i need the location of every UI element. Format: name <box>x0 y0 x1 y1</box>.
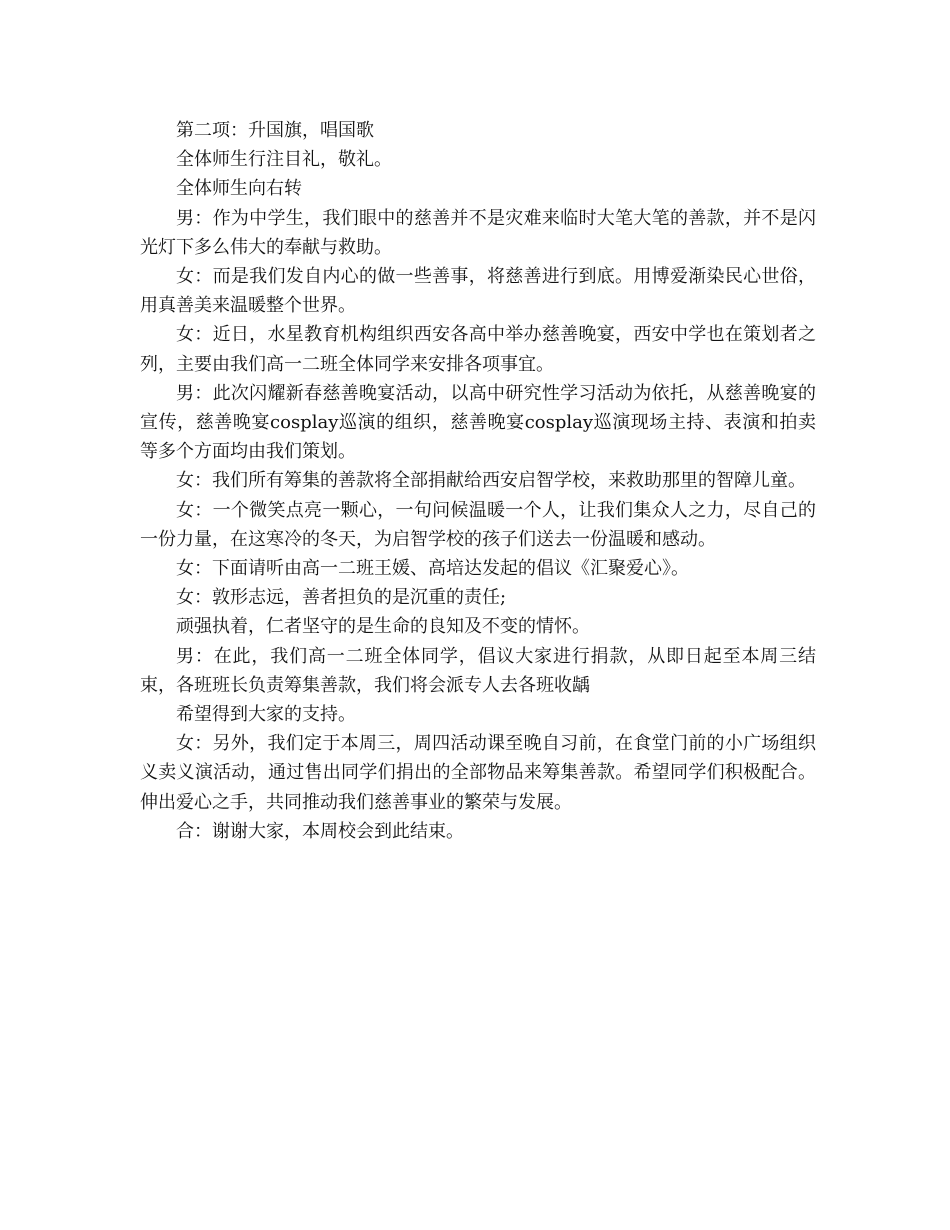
paragraph: 女：而是我们发自内心的做一些善事，将慈善进行到底。用博爱渐染民心世俗，用真善美来温暖整个世界。 <box>140 266 816 317</box>
paragraph: 合：谢谢大家，本周校会到此结束。 <box>176 820 464 842</box>
paragraph: 女：下面请听由高一二班王媛、高培达发起的倡议《汇聚爱心》。 <box>176 558 689 580</box>
paragraph: 全体师生向右转 <box>176 178 302 200</box>
paragraph: 第二项：升国旗，唱国歌 <box>176 120 374 141</box>
paragraph: 男：作为中学生，我们眼中的慈善并不是灾难来临时大笔大笔的善款，并不是闪光灯下多么伟大的奉献与救助。 <box>140 207 816 258</box>
paragraph: 全体师生行注目礼，敬礼。 <box>176 149 392 171</box>
paragraph: 希望得到大家的支持。 <box>176 704 356 726</box>
paragraph: 顽强执着，仁者坚守的是生命的良知及不变的情怀。 <box>176 616 590 638</box>
document-body <box>140 116 816 846</box>
paragraph: 女：一个微笑点亮一颗心，一句问候温暖一个人，让我们集众人之力，尽自己的一份力量，在这寒冷的冬天，为启智学校的孩子们送去一份温暖和感动。 <box>140 499 816 550</box>
paragraph: 男：在此，我们高一二班全体同学，倡议大家进行捐款，从即日起至本周三结束，各班班长负责筹集善款，我们将会派专人去各班收龋 <box>140 645 816 696</box>
paragraph: 女：近日，水星教育机构组织西安各高中举办慈善晚宴，西安中学也在策划者之列，主要由我们高一二班全体同学来安排各项事宜。 <box>140 324 816 375</box>
paragraph: 女：另外，我们定于本周三，周四活动课至晚自习前，在食堂门前的小广场组织义卖义演活动，通过售出同学们捐出的全部物品来筹集善款。希望同学们积极配合。伸出爱心之手，共同推动我们慈善事业的繁荣与发展。 <box>140 733 816 813</box>
paragraph: 女：敦形志远，善者担负的是沉重的责任; <box>176 587 507 609</box>
paragraph: 女：我们所有筹集的善款将全部捐献给西安启智学校，来救助那里的智障儿童。 <box>176 470 806 492</box>
paragraph: 男：此次闪耀新春慈善晚宴活动，以高中研究性学习活动为依托，从慈善晚宴的宣传，慈善晚宴cosplay巡演的组织，慈善晚宴cosplay巡演现场主持、表演和拍卖等多个方面均由我们策划。 <box>140 382 816 463</box>
